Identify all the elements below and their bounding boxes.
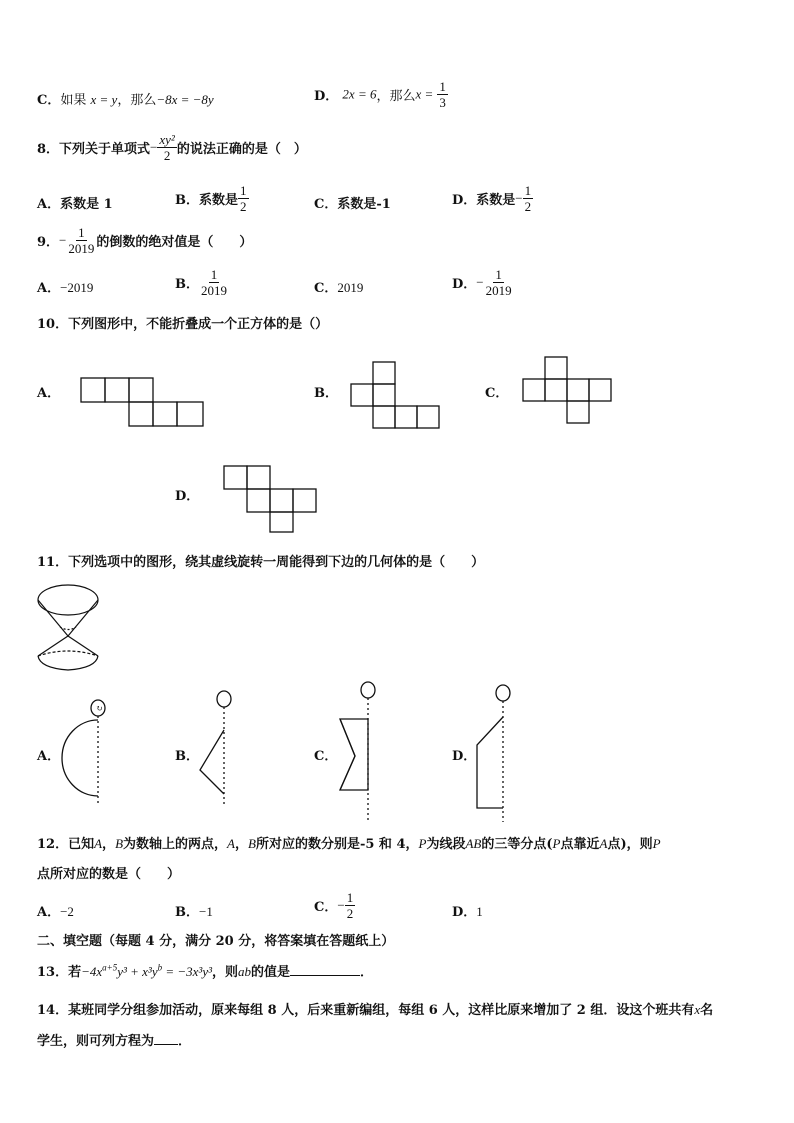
q7-d-text-mid: ，那么 (376, 89, 416, 104)
q9-stem: 9．− $\frac{1}{2019}$ 的倒数的绝对值是（ ） (37, 225, 253, 256)
q11-shape-d (477, 685, 510, 822)
q14-stem-line2: 学生，则可列方程为 ． (37, 1034, 192, 1049)
q10-option-c-label: C． (485, 386, 509, 401)
net-c (523, 357, 611, 423)
q14-answer-blank[interactable] (154, 1044, 178, 1045)
q13-answer-blank[interactable] (290, 975, 360, 976)
q7-c-math1: x = y (90, 92, 118, 107)
q11-shape-c (340, 682, 375, 822)
q7-c-math2: −8x = −8y (156, 92, 214, 107)
q10-option-d-label: D． (175, 489, 200, 504)
q7-c-label: C． (37, 93, 61, 108)
q11-option-a-label: A． (37, 749, 61, 764)
q11-stem: 11．下列选项中的图形，绕其虚线旋转一周能得到下边的几何体的是（ ） (37, 555, 485, 570)
q8-option-c: C．系数是-1 (314, 197, 391, 212)
q8-stem: 8．下列关于单项式− $\frac{\text{xy²}}{2}$ 的说法正确的是（ ） (37, 132, 307, 163)
q7-c-text-mid: ，那么 (117, 93, 157, 108)
q12-stem-line2: 点所对应的数是（ ） (37, 867, 181, 882)
q11-a-rotation-icon: ↻ (96, 704, 103, 713)
net-b (351, 362, 439, 428)
net-d (224, 466, 316, 532)
q11-shape-a (62, 700, 105, 806)
q9-option-a: A．−2019 (37, 280, 94, 296)
q7-d-math2: x = (415, 86, 434, 102)
q10-option-b-label: B． (314, 386, 338, 401)
q8-fraction: $\frac{\text{xy²}}{2}$ (159, 132, 175, 163)
q9-option-b: B． $\frac{1}{2019}$ (175, 267, 227, 298)
q9-option-c: C．2019 (314, 280, 364, 296)
q10-option-a-label: A． (37, 386, 61, 401)
q8-option-d: D．系数是− $\frac{1}{2}$ (452, 183, 532, 214)
q11-option-d-label: D． (452, 749, 477, 764)
q12-option-d: D．1 (452, 904, 483, 920)
q11-option-c-label: C． (314, 749, 338, 764)
q8-option-a: A．系数是 1 (37, 197, 113, 212)
q7-d-fraction: $\frac{1}{3}$ (439, 79, 446, 110)
q12-option-b: B．−1 (175, 904, 213, 920)
double-cone-solid (38, 585, 98, 670)
q13-stem: 13．若$-4x^{a+5}y^3 + x^3y^b = -3x^3y^3$，则ab的值是 ． (37, 962, 374, 980)
q14-stem-line1: 14．某班同学分组参加活动，原来每组 8 人，后来重新编组，每组 6 人，这样比原来增加了 2 组．设这个班共有x名 (37, 1002, 714, 1018)
q10-stem: 10．下列图形中，不能折叠成一个正方体的是（） (37, 317, 329, 332)
q12-stem-line1: 12．已知A，B为数轴上的两点，A，B所对应的数分别是-5 和 4，P为线段AB的三等分点(P点靠近A点)，则P (37, 836, 661, 852)
q11-shape-b (200, 691, 231, 806)
q7-d-label: D． (314, 89, 339, 104)
section-heading: 二、填空题（每题 4 分，满分 20 分，将答案填在答题纸上） (37, 934, 395, 949)
net-a (81, 378, 203, 426)
q12-option-c: C．− $\frac{1}{2}$ (314, 890, 354, 921)
q7-d-math1: 2x = 6 (342, 86, 377, 102)
q9-option-d: D．− $\frac{1}{2019}$ (452, 267, 512, 298)
q11-option-b-label: B． (175, 749, 199, 764)
q12-option-a: A．−2 (37, 904, 74, 920)
q7-c-text: 如果 (60, 93, 87, 108)
q8-option-b: B．系数是 $\frac{1}{2}$ (175, 183, 247, 214)
